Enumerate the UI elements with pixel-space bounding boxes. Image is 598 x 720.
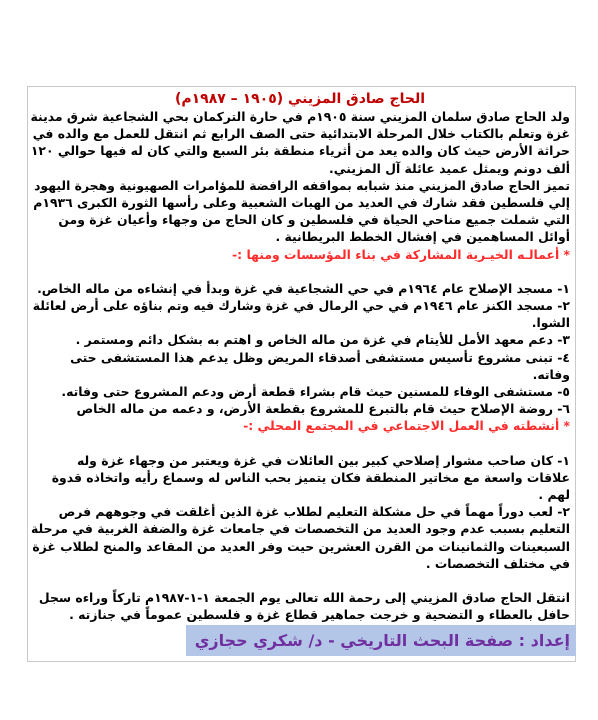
social-item: ٢- لعب دوراً مهماً في حل مشكلة التعليم لطلاب غزة الذين أغلقت في وجوههم فرص التعليم بسبب عدم وجود العديد من التخصصات في جامعات غزة والضفة الغربية في مرحلة السبعينات والثمانينات من القرن العشرين حيت وفر العديد من المقاعد والمنح لطلاب غزة في مختلف التخصصات .	[31, 504, 570, 571]
social-heading: * أنشطته في العمل الاجتماعي في المجتمع المحلي :-	[243, 418, 570, 434]
charity-item: ٣- دعم معهد الأمل للأيتام في غزة من ماله الخاص و اهتم به بشكل دائم ومستمر .	[75, 332, 570, 348]
author-credit-banner: إعداد : صفحة البحث التاريخي - د/ شكري حجازي	[186, 625, 576, 656]
charity-item: ٦- روضة الإصلاح حيث قام بالتبرع للمشروع بقطعة الأرض، و دعمه من ماله الخاص	[76, 401, 570, 417]
charity-heading: * أعمالـه الخيـرية المشاركة في بناء المؤسسات ومنها :-	[232, 246, 570, 262]
charity-item: ٤- تبنى مشروع تأسيس مستشفى أصدقاء المريض وظل يدعم هذا المستشفى حتى وفاته.	[70, 349, 570, 382]
article-title: الحاج صادق المزيني (١٩٠٥ – ١٩٨٧م)	[174, 91, 426, 107]
charity-item: ٢- مسجد الكنز عام ١٩٤٦م في حي الرمال في غزة وشارك فيه وتم بناؤه على أرض لعائلة الشوا.	[32, 298, 570, 331]
death-paragraph: انتقل الحاج صادق المزيني إلى رحمة الله تعالى يوم الجمعة ١-١-١٩٨٧م تاركاً وراءه سجل حافل بالعطاء و التضحية و خرجت جماهير قطاع غزة و فلسطين عموماً في جنازته .	[38, 590, 570, 623]
charity-item: ٥- مستشفى الوفاء للمسنين حيث قام بشراء قطعة أرض ودعم المشروع حتى وفاته.	[61, 384, 570, 400]
spacer	[30, 263, 570, 280]
article-body	[30, 90, 570, 623]
charity-item: ١- مسجد الإصلاح عام ١٩٦٤م في حي الشجاعية في غزة وبدأ في إنشاءه من ماله الخاص.	[37, 280, 570, 296]
social-item: ١- كان صاحب مشوار إصلاحي كبير بين العائلات في غزة ويعتبر من وجهاء غزة وله علاقات واسعة مع مخاتير المنطقة فكان يتميز بحب الناس له وسماع رأيه واتخاذه قدوة لهم .	[51, 452, 570, 503]
intro-paragraph: ولد الحاج صادق سلمان المزيني سنة ١٩٠٥م في حارة التركمان بحي الشجاعية شرق مدينة غزة وتعلم بالكتاب خلال المرحلة الابتدائية حتى الصف الرابع ثم انتقل للعمل مع والده في حراثة الأرض حيث كان والده يعد من أثرياء منطقة بئر السبع والتي كان له فيها حوالي ١٢٠ ألف دونم ويمثل عميد عائلة آل المزيني.	[30, 109, 570, 176]
bio-paragraph: تميز الحاج صادق المزيني منذ شبابه بمواقفه الرافضة للمؤامرات الصهيونية وهجرة اليهود إلي فلسطين فقد شارك في العديد من الهبات الشعبية وعلى رأسها الثورة الكبرى ١٩٣٦م التي شملت جميع مناحي الحياة في فلسطين و كان الحاج من وجهاء وأعيان غزة ومن أوائل المساهمين في إفشال الخطط البريطانية .	[33, 177, 570, 245]
spacer	[30, 572, 570, 589]
spacer	[30, 435, 570, 452]
